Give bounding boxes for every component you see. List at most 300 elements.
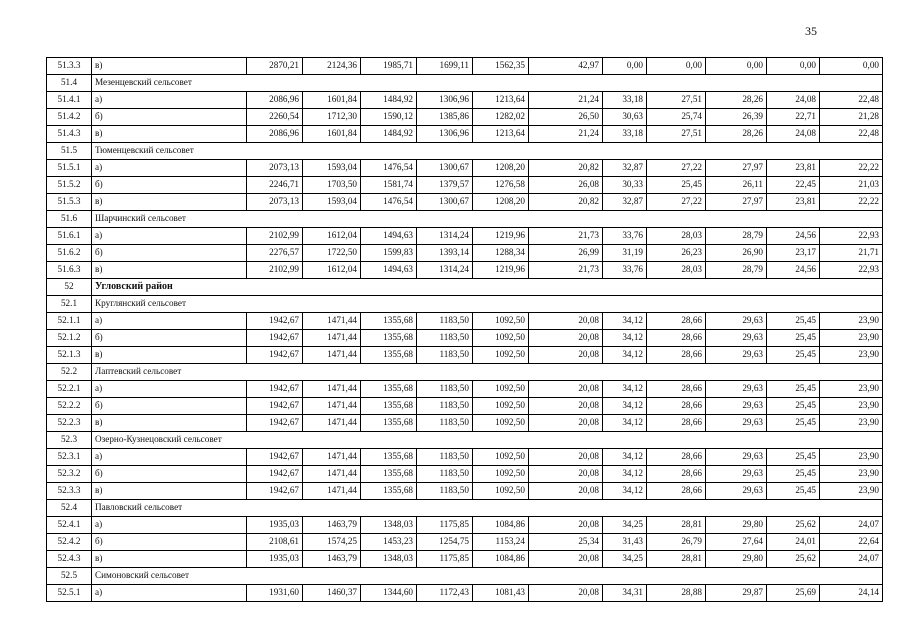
section-header-row [47,432,883,449]
table-cell: 1355,68 [361,398,417,415]
table-cell: 30,33 [603,177,647,194]
table-cell: 20,82 [529,194,603,211]
table-cell: 29,63 [706,381,767,398]
row-label: б) [92,466,247,483]
table-cell: 1208,20 [473,194,529,211]
table-cell: 20,08 [529,449,603,466]
table-cell: 20,08 [529,381,603,398]
page-number: 35 [805,24,817,38]
table-cell: 33,18 [603,92,647,109]
table-cell: 1175,85 [417,517,473,534]
table-cell: 33,76 [603,262,647,279]
table-cell: 29,80 [706,517,767,534]
row-code: 51.6.2 [47,245,92,262]
table-cell: 23,90 [820,466,883,483]
table-cell: 1942,67 [247,398,303,415]
table-cell: 33,18 [603,126,647,143]
table-cell: 22,48 [820,126,883,143]
table-cell: 23,90 [820,483,883,500]
table-cell: 29,63 [706,330,767,347]
table-cell: 1355,68 [361,449,417,466]
table-cell: 20,08 [529,398,603,415]
table-cell: 1590,12 [361,109,417,126]
table-cell: 34,12 [603,313,647,330]
table-cell: 28,66 [647,313,706,330]
table-row [47,245,883,262]
table-row [47,262,883,279]
row-label: в) [92,58,247,75]
table-cell: 1183,50 [417,330,473,347]
table-cell: 2086,96 [247,126,303,143]
table-cell: 30,63 [603,109,647,126]
table-cell: 1092,50 [473,381,529,398]
row-label: а) [92,228,247,245]
table-cell: 25,45 [767,347,820,364]
table-cell: 1213,64 [473,126,529,143]
table-cell: 27,51 [647,126,706,143]
table-cell: 1092,50 [473,313,529,330]
table-cell: 22,64 [820,534,883,551]
table-cell: 28,81 [647,517,706,534]
table-cell: 27,97 [706,160,767,177]
section-title: Лаптевский сельсовет [92,364,883,381]
table-cell: 1348,03 [361,517,417,534]
table-cell: 1935,03 [247,517,303,534]
row-code: 52.3.2 [47,466,92,483]
table-cell: 26,50 [529,109,603,126]
table-cell: 23,90 [820,415,883,432]
table-cell: 23,90 [820,330,883,347]
table-cell: 2102,99 [247,262,303,279]
table-cell: 1355,68 [361,313,417,330]
row-label: а) [92,92,247,109]
table-cell: 1172,43 [417,585,473,602]
table-row [47,313,883,330]
table-row [47,551,883,568]
table-cell: 1379,57 [417,177,473,194]
table-cell: 1471,44 [303,313,361,330]
row-code: 52.1.2 [47,330,92,347]
table-cell: 1183,50 [417,466,473,483]
table-cell: 1942,67 [247,466,303,483]
table-cell: 23,90 [820,347,883,364]
table-cell: 0,00 [603,58,647,75]
table-cell: 28,66 [647,347,706,364]
table-cell: 25,45 [767,466,820,483]
table-cell: 1935,03 [247,551,303,568]
table-cell: 1282,02 [473,109,529,126]
table-cell: 1153,24 [473,534,529,551]
table-cell: 1460,37 [303,585,361,602]
table-cell: 1942,67 [247,449,303,466]
row-label: б) [92,245,247,262]
row-label: а) [92,585,247,602]
section-header-row [47,500,883,517]
table-cell: 28,66 [647,415,706,432]
table-cell: 26,11 [706,177,767,194]
table-cell: 2870,21 [247,58,303,75]
table-cell: 28,79 [706,262,767,279]
table-cell: 1393,14 [417,245,473,262]
table-cell: 34,12 [603,398,647,415]
row-label: а) [92,313,247,330]
table-cell: 34,12 [603,483,647,500]
table-row [47,109,883,126]
table-cell: 1092,50 [473,330,529,347]
row-code: 52.2 [47,364,92,381]
table-cell: 1494,63 [361,228,417,245]
table-cell: 24,08 [767,126,820,143]
table-cell: 28,66 [647,466,706,483]
table-cell: 1092,50 [473,398,529,415]
table-cell: 1985,71 [361,58,417,75]
table-cell: 20,08 [529,330,603,347]
table-cell: 0,00 [647,58,706,75]
table-cell: 2073,13 [247,194,303,211]
table-cell: 1471,44 [303,466,361,483]
table-cell: 1254,75 [417,534,473,551]
table-cell: 1484,92 [361,126,417,143]
table-cell: 20,08 [529,483,603,500]
table-cell: 21,73 [529,228,603,245]
table-row [47,483,883,500]
section-header-row [47,296,883,313]
row-label: в) [92,483,247,500]
table-cell: 1385,86 [417,109,473,126]
table-cell: 32,87 [603,194,647,211]
table-cell: 1092,50 [473,483,529,500]
table-cell: 24,56 [767,228,820,245]
section-title: Круглянский сельсовет [92,296,883,313]
table-cell: 21,24 [529,126,603,143]
table-cell: 24,14 [820,585,883,602]
section-header-row [47,143,883,160]
table-row [47,381,883,398]
table-cell: 1183,50 [417,483,473,500]
table-cell: 25,34 [529,534,603,551]
table-cell: 2102,99 [247,228,303,245]
table-cell: 1722,50 [303,245,361,262]
table-cell: 1703,50 [303,177,361,194]
row-label: в) [92,415,247,432]
row-label: а) [92,449,247,466]
row-code: 51.6.3 [47,262,92,279]
table-cell: 1355,68 [361,381,417,398]
table-cell: 1601,84 [303,92,361,109]
table-row [47,177,883,194]
table-cell: 25,45 [647,177,706,194]
table-cell: 21,73 [529,262,603,279]
table-cell: 1471,44 [303,483,361,500]
table-cell: 25,45 [767,330,820,347]
row-code: 52.4.2 [47,534,92,551]
table-cell: 1092,50 [473,415,529,432]
table-cell: 1306,96 [417,92,473,109]
table-cell: 20,08 [529,347,603,364]
table-cell: 24,01 [767,534,820,551]
row-code: 52.2.1 [47,381,92,398]
row-code: 52.3 [47,432,92,449]
table-cell: 1612,04 [303,262,361,279]
section-header-row [47,568,883,585]
table-cell: 26,90 [706,245,767,262]
row-code: 51.4.1 [47,92,92,109]
row-label: в) [92,347,247,364]
table-cell: 1183,50 [417,313,473,330]
table-cell: 23,17 [767,245,820,262]
table-cell: 23,90 [820,398,883,415]
table-cell: 1219,96 [473,228,529,245]
district-header-row [47,279,883,296]
row-code: 52.3.1 [47,449,92,466]
section-header-row [47,211,883,228]
table-cell: 1084,86 [473,551,529,568]
table-cell: 28,66 [647,449,706,466]
table-cell: 22,71 [767,109,820,126]
section-title: Шарчинский сельсовет [92,211,883,228]
table-cell: 1314,24 [417,228,473,245]
table-cell: 34,12 [603,330,647,347]
row-label: в) [92,194,247,211]
row-code: 51.6 [47,211,92,228]
row-code: 52.2.2 [47,398,92,415]
table-cell: 20,08 [529,551,603,568]
table-cell: 1562,35 [473,58,529,75]
table-cell: 20,08 [529,415,603,432]
table-cell: 1355,68 [361,330,417,347]
row-label: а) [92,381,247,398]
table-cell: 34,12 [603,449,647,466]
tariff-table [46,57,883,602]
row-label: б) [92,398,247,415]
table-cell: 25,45 [767,398,820,415]
table-cell: 1183,50 [417,398,473,415]
table-cell: 29,63 [706,347,767,364]
table-cell: 42,97 [529,58,603,75]
table-cell: 1471,44 [303,330,361,347]
table-cell: 1942,67 [247,381,303,398]
table-cell: 24,07 [820,517,883,534]
table-cell: 1471,44 [303,449,361,466]
table-cell: 1471,44 [303,398,361,415]
row-code: 52.3.3 [47,483,92,500]
table-cell: 29,63 [706,398,767,415]
table-cell: 1942,67 [247,483,303,500]
table-cell: 34,25 [603,551,647,568]
row-code: 51.5.2 [47,177,92,194]
table-cell: 1183,50 [417,347,473,364]
table-cell: 33,76 [603,228,647,245]
table-cell: 1183,50 [417,415,473,432]
table-cell: 20,08 [529,466,603,483]
table-cell: 2073,13 [247,160,303,177]
row-label: б) [92,177,247,194]
table-cell: 20,08 [529,517,603,534]
table-cell: 23,90 [820,381,883,398]
table-cell: 1484,92 [361,92,417,109]
table-row [47,585,883,602]
section-title: Озерно-Кузнецовский сельсовет [92,432,883,449]
row-code: 52.4 [47,500,92,517]
row-label: б) [92,109,247,126]
table-cell: 1712,30 [303,109,361,126]
table-cell: 29,80 [706,551,767,568]
table-cell: 28,26 [706,92,767,109]
table-cell: 26,08 [529,177,603,194]
table-cell: 28,26 [706,126,767,143]
table-row [47,517,883,534]
table-cell: 1471,44 [303,347,361,364]
table-cell: 1300,67 [417,160,473,177]
table-cell: 1348,03 [361,551,417,568]
table-cell: 1931,60 [247,585,303,602]
table-cell: 29,63 [706,466,767,483]
table-cell: 34,31 [603,585,647,602]
table-cell: 22,22 [820,194,883,211]
table-cell: 1092,50 [473,449,529,466]
table-cell: 22,48 [820,92,883,109]
table-cell: 1084,86 [473,517,529,534]
table-row [47,534,883,551]
table-cell: 29,63 [706,415,767,432]
table-cell: 0,00 [706,58,767,75]
table-cell: 1183,50 [417,449,473,466]
table-cell: 27,22 [647,160,706,177]
section-header-row [47,75,883,92]
table-cell: 22,93 [820,228,883,245]
table-cell: 31,19 [603,245,647,262]
table-cell: 21,28 [820,109,883,126]
table-cell: 1593,04 [303,194,361,211]
row-code: 52.5.1 [47,585,92,602]
table-row [47,466,883,483]
table-body [47,58,883,602]
table-cell: 31,43 [603,534,647,551]
table-cell: 1581,74 [361,177,417,194]
table-cell: 20,08 [529,585,603,602]
row-label: в) [92,551,247,568]
table-cell: 1300,67 [417,194,473,211]
table-row [47,228,883,245]
table-cell: 1453,23 [361,534,417,551]
table-cell: 28,66 [647,381,706,398]
table-cell: 1593,04 [303,160,361,177]
row-code: 51.4.3 [47,126,92,143]
row-code: 52.2.3 [47,415,92,432]
table-cell: 0,00 [767,58,820,75]
table-cell: 34,12 [603,347,647,364]
table-cell: 22,93 [820,262,883,279]
table-cell: 34,12 [603,466,647,483]
table-cell: 29,63 [706,449,767,466]
table-row [47,160,883,177]
table-cell: 1276,58 [473,177,529,194]
table-cell: 0,00 [820,58,883,75]
table-cell: 28,66 [647,330,706,347]
table-cell: 34,12 [603,415,647,432]
table-cell: 25,45 [767,313,820,330]
section-title: Мезенцевский сельсовет [92,75,883,92]
table-cell: 1463,79 [303,517,361,534]
row-label: в) [92,126,247,143]
table-cell: 24,56 [767,262,820,279]
table-cell: 27,22 [647,194,706,211]
table-cell: 1612,04 [303,228,361,245]
table-cell: 1471,44 [303,381,361,398]
table-cell: 1699,11 [417,58,473,75]
table-cell: 1463,79 [303,551,361,568]
table-cell: 25,45 [767,449,820,466]
row-code: 51.6.1 [47,228,92,245]
table-cell: 1601,84 [303,126,361,143]
table-cell: 27,97 [706,194,767,211]
table-cell: 2276,57 [247,245,303,262]
table-cell: 2124,36 [303,58,361,75]
table-cell: 1092,50 [473,466,529,483]
table-cell: 25,62 [767,517,820,534]
table-cell: 1092,50 [473,347,529,364]
section-header-row [47,364,883,381]
district-title: Угловский район [92,279,883,296]
table-cell: 2108,61 [247,534,303,551]
table-cell: 20,08 [529,313,603,330]
table-cell: 1355,68 [361,347,417,364]
table-row [47,92,883,109]
table-cell: 1599,83 [361,245,417,262]
table-cell: 23,90 [820,449,883,466]
table-cell: 24,07 [820,551,883,568]
table-cell: 1355,68 [361,415,417,432]
section-title: Тюменцевский сельсовет [92,143,883,160]
table-row [47,398,883,415]
table-cell: 1081,43 [473,585,529,602]
table-cell: 1476,54 [361,160,417,177]
row-label: а) [92,517,247,534]
table-cell: 28,88 [647,585,706,602]
row-code: 51.4.2 [47,109,92,126]
table-cell: 1476,54 [361,194,417,211]
row-code: 52.4.1 [47,517,92,534]
table-cell: 1219,96 [473,262,529,279]
table-cell: 25,45 [767,483,820,500]
table-cell: 25,45 [767,381,820,398]
table-cell: 32,87 [603,160,647,177]
table-cell: 23,90 [820,313,883,330]
row-label: б) [92,330,247,347]
row-code: 52 [47,279,92,296]
row-code: 51.5 [47,143,92,160]
table-cell: 1942,67 [247,313,303,330]
row-code: 51.3.3 [47,58,92,75]
table-cell: 24,08 [767,92,820,109]
table-cell: 21,24 [529,92,603,109]
table-cell: 1942,67 [247,415,303,432]
row-code: 52.1.3 [47,347,92,364]
table-cell: 1471,44 [303,415,361,432]
table-cell: 26,79 [647,534,706,551]
table-cell: 28,03 [647,262,706,279]
table-cell: 25,45 [767,415,820,432]
section-title: Симоновский сельсовет [92,568,883,585]
table-cell: 26,39 [706,109,767,126]
row-code: 51.5.1 [47,160,92,177]
row-code: 52.1 [47,296,92,313]
table-row [47,58,883,75]
table-cell: 29,63 [706,483,767,500]
table-cell: 20,82 [529,160,603,177]
table-cell: 1288,34 [473,245,529,262]
table-cell: 28,79 [706,228,767,245]
